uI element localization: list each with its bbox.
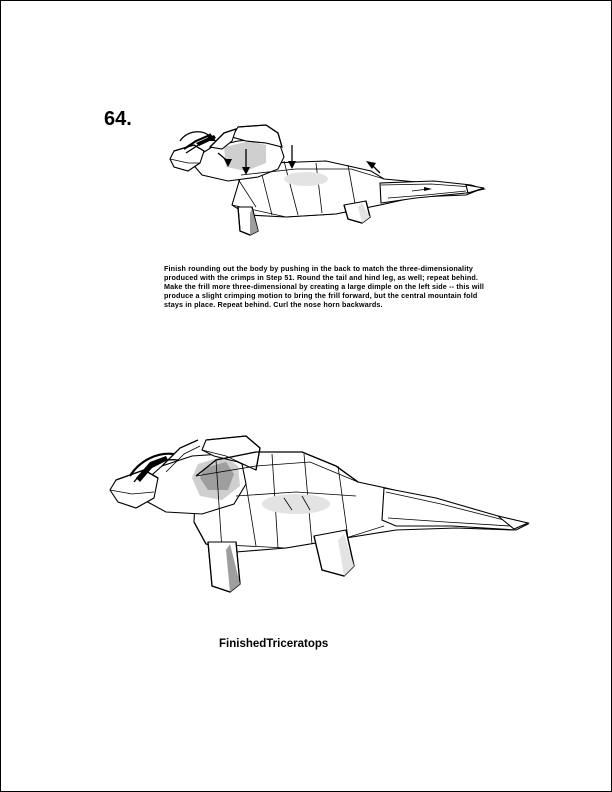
origami-diagram-step-64 (166, 119, 496, 249)
finished-model-svg (96, 426, 546, 616)
instruction-text: Finish rounding out the body by pushing in the back to match the three-dimensionality produced with the crimps in Step 51. Round the tail and hind leg, as well; repeat behind. Make the frill more three-dimensional by creating a large dimple on the left side -- this will produce a slight crimping motion to bring the frill forward, but the central mountain fold stays in place. Repeat behind. Curl the nose horn backwards. (164, 264, 485, 310)
origami-diagram-finished (96, 426, 546, 616)
step-number: 64. (104, 108, 132, 130)
step-64-svg (166, 119, 496, 249)
figure-caption: FinishedTriceratops (219, 638, 329, 650)
